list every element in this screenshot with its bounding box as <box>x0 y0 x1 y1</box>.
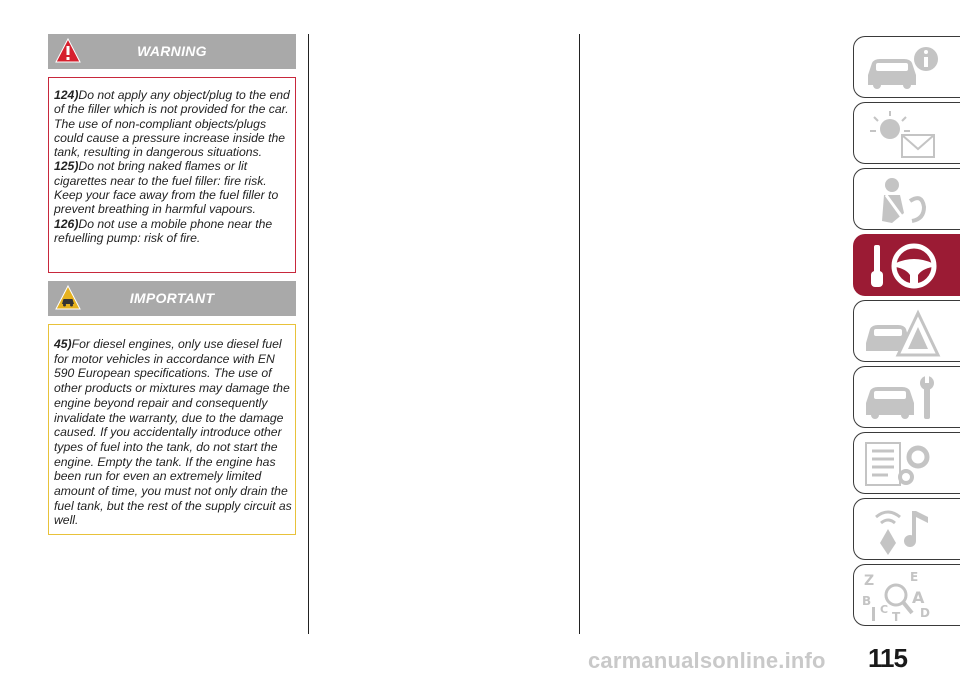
page-number: 115 <box>868 643 907 673</box>
watermark: carmanualsonline.info <box>588 648 826 673</box>
svg-text:D: D <box>920 606 930 620</box>
seat-belt-airbag-icon <box>862 173 942 227</box>
important-box <box>48 324 296 535</box>
multimedia-music-icon <box>862 503 942 557</box>
note-number: 124) <box>54 88 79 102</box>
warning-notes <box>54 88 296 245</box>
tab-multimedia[interactable] <box>853 498 960 560</box>
note-text: Do not use a mobile phone near the refuelling pump: risk of fire. <box>54 216 273 245</box>
warning-triangle-car-icon <box>862 305 942 359</box>
svg-text:B: B <box>862 594 872 608</box>
tab-starting-driving[interactable] <box>853 234 960 296</box>
tab-safety[interactable] <box>853 168 960 230</box>
warning-title: WARNING <box>137 43 207 59</box>
warning-box <box>48 77 296 273</box>
tab-specifications[interactable] <box>853 432 960 494</box>
specifications-gear-icon <box>862 437 942 491</box>
car-wrench-icon <box>862 371 942 425</box>
car-info-icon <box>862 41 942 95</box>
svg-text:Z: Z <box>864 573 875 589</box>
important-banner <box>48 281 296 316</box>
key-steering-wheel-icon <box>862 239 942 293</box>
important-notes <box>54 337 296 528</box>
tab-lights-messages[interactable] <box>853 102 960 164</box>
note-number: 126) <box>54 216 79 231</box>
note-text: For diesel engines, only use diesel fuel for motor vehicles in accordance with EN 590 European specifications. The use of other products or mixtures may damage the engine beyond repair and consequently invalidate the warranty, due to the damage caused. If you accidentally introduce other types of fuel into the tank, do not start the engine. Empty the tank. If the engine has been run for even an extremely limited amount of time, you must not only drain the fuel tank, but the rest of the supply circuit as well. <box>54 337 292 528</box>
warning-note <box>54 159 296 216</box>
tab-index[interactable] <box>853 564 960 626</box>
note-text: Do not bring naked flames or lit cigarettes near to the fuel filler: fire risk. Keep your face away from the fuel filler to prevent breathing in harmful vapours. <box>54 159 279 217</box>
alphabetical-index-icon <box>862 569 942 623</box>
warning-note <box>54 88 296 159</box>
note-text: Do not apply any object/plug to the end of the filler which is not provided for the car. The use of non-compliant objects/plugs could cause a pressure increase inside the tank, resulting in dangerous situations. <box>54 88 290 160</box>
important-note <box>54 337 296 528</box>
tab-emergency[interactable] <box>853 300 960 362</box>
tab-servicing[interactable] <box>853 366 960 428</box>
lights-message-icon <box>862 107 942 161</box>
note-number: 125) <box>54 159 79 174</box>
svg-text:A: A <box>912 588 925 607</box>
column-divider-right <box>579 34 580 634</box>
warning-note <box>54 217 296 246</box>
note-number: 45) <box>54 337 72 351</box>
svg-text:C: C <box>880 603 889 616</box>
tab-car-info[interactable] <box>853 36 960 98</box>
warning-banner <box>48 34 296 69</box>
column-divider-left <box>308 34 309 634</box>
svg-text:T: T <box>892 610 901 623</box>
important-title: IMPORTANT <box>129 290 215 306</box>
svg-text:E: E <box>910 570 919 584</box>
